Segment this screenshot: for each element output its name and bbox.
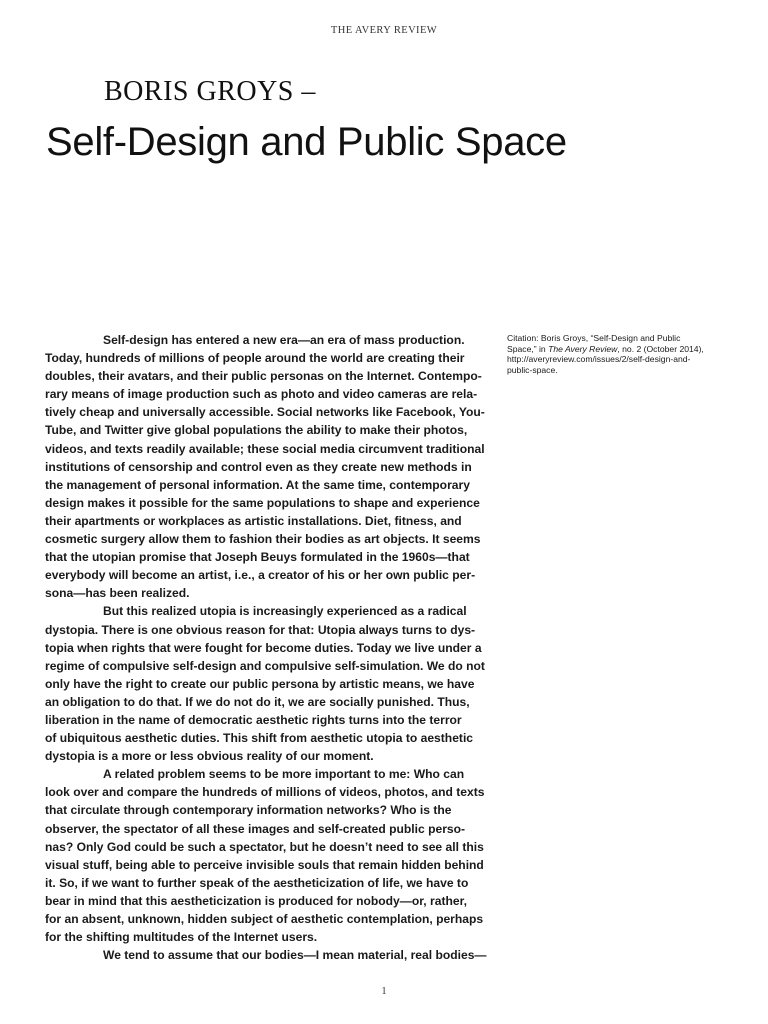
body-line: an obligation to do that. If we do not do it, we are socially punished. Thus,: [45, 694, 470, 709]
citation-line: [507, 344, 727, 355]
page-number: 1: [381, 986, 387, 997]
body-line: dystopia is a more or less obvious reality of our moment.: [45, 749, 374, 764]
body-line: Today, hundreds of millions of people around the world are creating their: [45, 351, 465, 366]
body-line: that circulate through contemporary information networks? Who is the: [45, 803, 452, 818]
citation-url[interactable]: http://averyreview.com/issues/2/self-design-and-: [507, 354, 691, 365]
body-line: dystopia. There is one obvious reason for that: Utopia always turns to dys-: [45, 622, 476, 637]
body-line: sona—has been realized.: [45, 586, 190, 601]
body-line: A related problem seems to be more important to me: Who can: [103, 767, 465, 782]
body-line: tively cheap and universally accessible. Social networks like Facebook, You-: [45, 405, 485, 420]
body-line: it. So, if we want to further speak of the aestheticization of life, we have to: [45, 875, 469, 890]
body-line: rary means of image production such as photo and video cameras are rela-: [45, 387, 478, 402]
body-line: doubles, their avatars, and their public personas on the Internet. Contempo-: [45, 369, 482, 384]
body-line: for the shifting multitudes of the Internet users.: [45, 930, 318, 945]
body-line: institutions of censorship and control even as they create new methods in: [45, 459, 472, 474]
body-line: that the utopian promise that Joseph Beuys formulated in the 1960s—that: [45, 550, 470, 565]
body-line: Self-design has entered a new era—an era of mass production.: [103, 333, 465, 347]
body-line: liberation in the name of democratic aesthetic rights turns into the terror: [45, 712, 462, 727]
body-line: topia when rights that were fought for become duties. Today we live under a: [45, 640, 482, 655]
body-line: We tend to assume that our bodies—I mean material, real bodies—: [103, 948, 487, 963]
citation-text: Space,” in: [507, 343, 549, 354]
citation-url-continued[interactable]: public-space.: [507, 364, 558, 375]
body-line: bear in mind that this aestheticization is produced for nobody—or, rather,: [45, 893, 467, 908]
citation-text: , no. 2 (October 2014),: [617, 343, 704, 354]
body-line: But this realized utopia is increasingly experienced as a radical: [103, 604, 467, 619]
body-line: regime of compulsive self-design and compulsive self-simulation. We do not: [45, 658, 485, 673]
running-head: THE AVERY REVIEW: [330, 25, 438, 36]
article-body: [45, 331, 493, 964]
citation-note: [507, 333, 727, 375]
body-line: design makes it possible for the same populations to shape and experience: [45, 495, 480, 510]
body-line: nas? Only God could be such a spectator, but he doesn’t need to see all this: [45, 839, 484, 854]
body-line: observer, the spectator of all these images and self-created public perso-: [45, 821, 466, 836]
body-line: Tube, and Twitter give global populations the ability to make their photos,: [45, 423, 468, 438]
body-line: their apartments or workplaces as artistic installations. Diet, fitness, and: [45, 513, 462, 528]
body-line: visual stuff, being able to perceive invisible souls that remain hidden behind: [45, 857, 484, 872]
body-line: of ubiquitous aesthetic duties. This shift from aesthetic utopia to aesthetic: [45, 731, 474, 746]
author-name: BORIS GROYS –: [104, 76, 316, 107]
body-line: for an absent, unknown, hidden subject of aesthetic contemplation, perhaps: [45, 912, 484, 926]
citation-line: Citation: Boris Groys, “Self-Design and Public: [507, 333, 681, 343]
body-line: look over and compare the hundreds of millions of videos, photos, and texts: [45, 785, 485, 800]
body-line: only have the right to create our public persona by artistic means, we have: [45, 676, 475, 691]
journal-name: The Avery Review: [548, 343, 618, 354]
body-line: the management of personal information. At the same time, contemporary: [45, 477, 470, 492]
article-title: Self-Design and Public Space: [46, 120, 567, 164]
body-line: videos, and texts readily available; these social media circumvent traditional: [45, 441, 485, 456]
body-line: cosmetic surgery allow them to fashion their bodies as art objects. It seems: [45, 532, 481, 547]
body-line: everybody will become an artist, i.e., a creator of his or her own public per-: [45, 568, 476, 583]
